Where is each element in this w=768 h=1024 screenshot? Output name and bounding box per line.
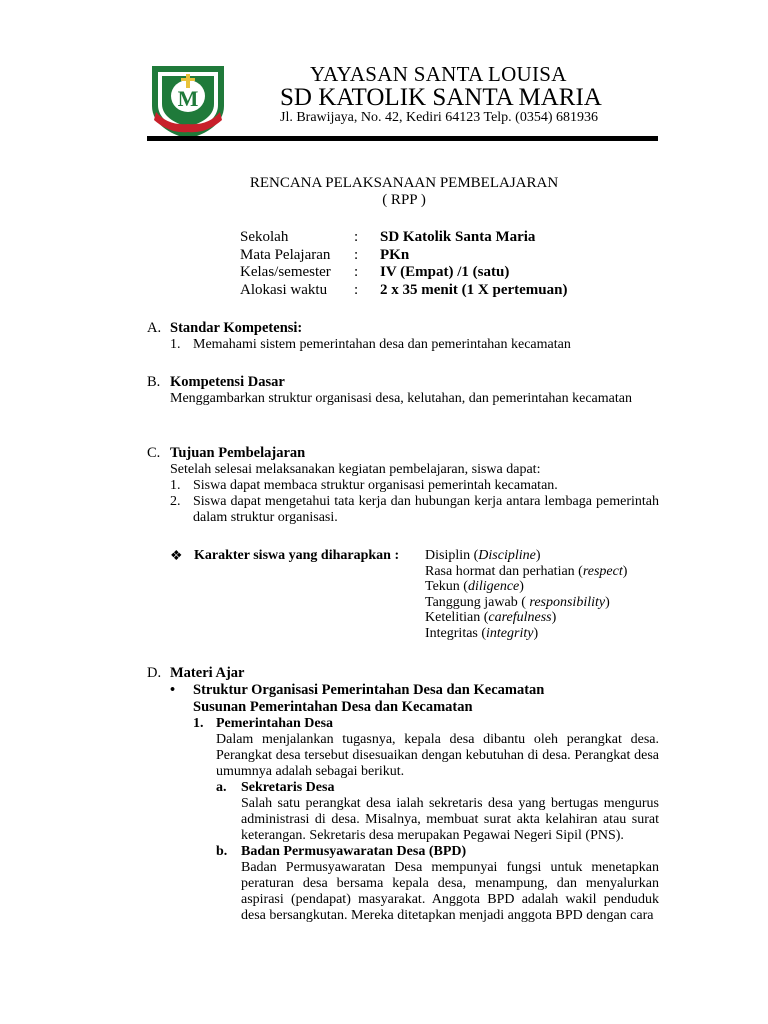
- subsection-number: 1.: [193, 716, 204, 731]
- list-item: [170, 337, 659, 353]
- logo-letter: M: [177, 86, 199, 111]
- section-letter: D.: [147, 665, 162, 681]
- character-value: [425, 626, 665, 642]
- trait-english: integrity: [486, 625, 534, 641]
- trait-text: Rasa hormat dan perhatian (: [425, 563, 583, 579]
- section-title: Standar Kompetensi:: [170, 320, 303, 336]
- list-text: Siswa dapat membaca struktur organisasi pemerintah kecamatan.: [193, 478, 558, 493]
- list-text: Memahami sistem pemerintahan desa dan pemerintahan kecamatan: [193, 337, 571, 352]
- trait-close: ): [551, 610, 557, 625]
- info-value: PKn: [380, 246, 410, 263]
- list-number: 2.: [170, 494, 181, 509]
- item-letter: b.: [216, 844, 228, 859]
- section-materi-ajar: [147, 665, 659, 924]
- item-paragraph: Salah satu perangkat desa ialah sekretaris desa yang bertugas mengurus administrasi di desa. Misalnya, membuat surat akta kelahiran atau surat keterangan. Sekretaris desa merupakan Pegawai Negeri Sipil (PNS).: [241, 796, 659, 843]
- info-table: [240, 229, 567, 299]
- school-logo: [148, 62, 228, 140]
- character-value: [425, 579, 665, 595]
- info-label: Alokasi waktu: [240, 281, 328, 298]
- material-subtitle: Susunan Pemerintahan Desa dan Kecamatan: [193, 699, 473, 715]
- section-intro: Setelah selesai melaksanakan kegiatan pembelajaran, siswa dapat:: [170, 462, 541, 477]
- info-value: 2 x 35 menit (1 X pertemuan): [380, 281, 568, 298]
- section-heading: [147, 374, 659, 391]
- character-value: [425, 610, 665, 626]
- subsection-pemerintahan-desa: [147, 716, 659, 732]
- section-letter: A.: [147, 320, 162, 336]
- diamond-bullet-icon: ❖: [170, 549, 183, 564]
- section-heading: [147, 320, 659, 337]
- trait-close: ): [533, 625, 539, 641]
- info-separator: :: [354, 264, 359, 280]
- shield-logo-icon: [148, 62, 228, 140]
- info-label: Kelas/semester: [240, 264, 331, 280]
- list-text: Siswa dapat mengetahui tata kerja dan hubungan kerja antara lembaga pemerintah dalam struktur organisasi.: [193, 494, 659, 525]
- section-title: Kompetensi Dasar: [170, 374, 285, 390]
- document-title: RENCANA PELAKSANAAN PEMBELAJARAN: [249, 175, 559, 191]
- trait-text: Disiplin (: [425, 548, 479, 563]
- section-tujuan-pembelajaran: [147, 445, 659, 526]
- info-separator: :: [354, 229, 359, 245]
- section-paragraph: Menggambarkan struktur organisasi desa, kelutahan, dan pemerintahan kecamatan: [170, 391, 632, 406]
- trait-text: Ketelitian (: [425, 610, 489, 625]
- bullet-icon: •: [170, 682, 176, 698]
- info-row: [240, 264, 567, 282]
- info-row: [240, 229, 567, 247]
- school-name: SD KATOLIK SANTA MARIA: [280, 84, 602, 111]
- info-row: [240, 282, 567, 300]
- foundation-name: YAYASAN SANTA LOUISA: [310, 62, 567, 86]
- school-address: Jl. Brawijaya, No. 42, Kediri 64123 Telp. (0354) 681936: [280, 110, 598, 125]
- section-title: Tujuan Pembelajaran: [170, 445, 306, 461]
- info-label: Mata Pelajaran: [240, 246, 331, 263]
- list-number: 1.: [170, 337, 181, 352]
- item-title: Badan Permusyawaratan Desa (BPD): [241, 844, 467, 859]
- section-heading: [147, 445, 659, 462]
- section-heading: [147, 665, 659, 682]
- material-title: Struktur Organisasi Pemerintahan Desa dan Kecamatan: [193, 682, 545, 698]
- subsection-paragraph: Dalam menjalankan tugasnya, kepala desa dibantu oleh perangkat desa. Perangkat desa tersebut disesuaikan dengan kebutuhan di desa. Perangkat desa umumnya adalah sebagai berikut.: [216, 732, 659, 779]
- section-letter: C.: [147, 445, 161, 461]
- trait-english: respect: [582, 563, 623, 579]
- subsection-heading: [193, 716, 659, 732]
- info-value: IV (Empat) /1 (satu): [380, 264, 510, 280]
- trait-text: Tanggung jawab (: [425, 594, 530, 610]
- item-title: Sekretaris Desa: [241, 780, 335, 795]
- material-bullet: [147, 682, 659, 699]
- objective-list: [147, 478, 659, 526]
- competency-list: [147, 337, 659, 353]
- subsection-title: Pemerintahan Desa: [216, 716, 334, 731]
- item-heading-sekretaris: [147, 780, 659, 796]
- document-subtitle: ( RPP ): [382, 192, 426, 208]
- section-kompetensi-dasar: [147, 374, 659, 407]
- item-heading-bpd: [147, 844, 659, 860]
- list-item: [170, 478, 659, 494]
- trait-english: diligence: [467, 579, 520, 594]
- trait-close: ): [605, 594, 610, 610]
- list-item: [170, 494, 659, 526]
- character-values: [425, 548, 665, 641]
- character-value: [425, 564, 665, 580]
- info-label: Sekolah: [240, 229, 289, 245]
- trait-english: responsibility: [529, 594, 606, 610]
- section-standar-kompetensi: [147, 320, 659, 353]
- item-letter: a.: [216, 780, 227, 795]
- trait-close: ): [519, 579, 524, 594]
- trait-english: Discipline: [478, 548, 536, 563]
- trait-text: Integritas (: [425, 625, 487, 641]
- trait-text: Tekun (: [425, 579, 468, 594]
- trait-close: ): [622, 563, 628, 579]
- info-separator: :: [354, 281, 359, 298]
- info-separator: :: [354, 246, 359, 263]
- section-letter: B.: [147, 374, 161, 390]
- header-divider: [147, 136, 658, 141]
- trait-english: carefulness: [488, 610, 552, 625]
- trait-close: ): [535, 548, 541, 563]
- section-title: Materi Ajar: [170, 665, 245, 681]
- character-label: Karakter siswa yang diharapkan :: [194, 548, 400, 563]
- list-number: 1.: [170, 478, 181, 493]
- info-row: [240, 247, 567, 265]
- item-paragraph: Badan Permusyawaratan Desa mempunyai fungsi untuk menetapkan peraturan desa bersama kepala desa, menampung, dan menyalurkan aspirasi (pendapat) masyarakat. Anggota BPD adalah wakil penduduk desa bersangkutan. Mereka ditetapkan menjadi anggota BPD dengan cara: [241, 860, 659, 923]
- info-value: SD Katolik Santa Maria: [380, 229, 536, 245]
- character-value: [425, 548, 665, 564]
- character-value: [425, 595, 665, 611]
